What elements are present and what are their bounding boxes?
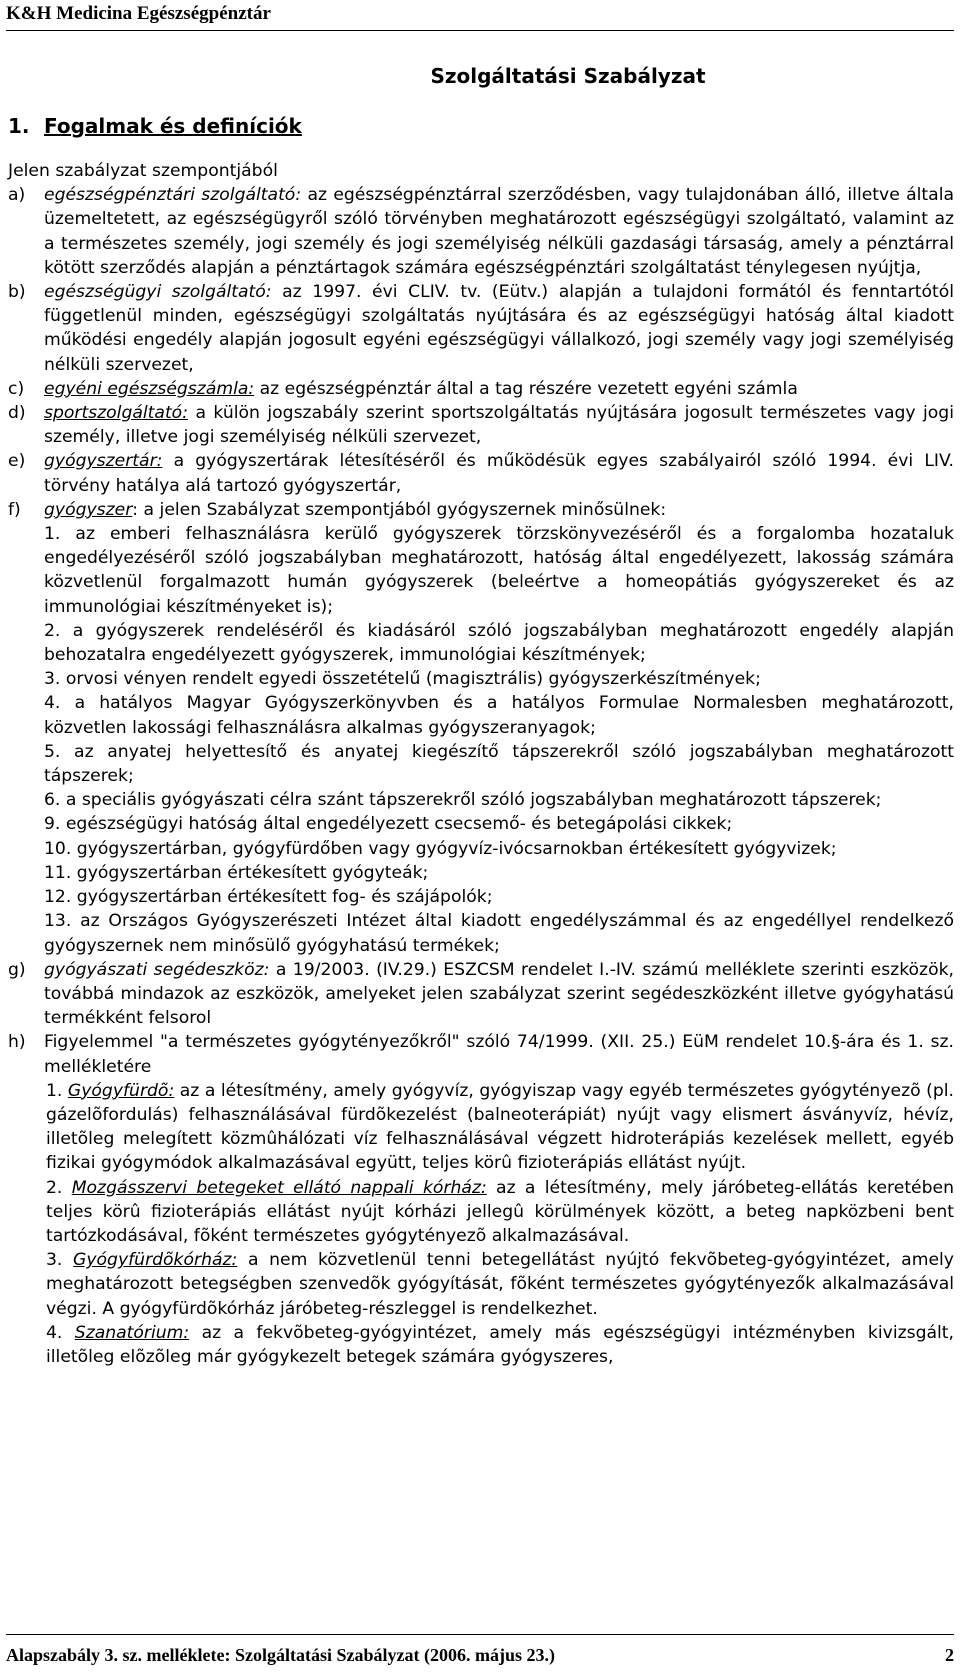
definition-b: b) egészségügyi szolgáltató: az 1997. évi CLIV. tv. (Eütv.) alapján a tulajdoni formától és fenntartótól függetlenül minden, egészségügyi szolgáltatás nyújtására és az egészségügyi hatóság által kiadott működési engedély alapján jogosult egyéni egészségügyi vállalkozó, jogi személy vagy jogi személyiség nélküli szervezet,	[8, 282, 954, 375]
list-item: 10. gyógyszertárban, gyógyfürdőben vagy gyógyvíz-ivócsarnokban értékesített gyógyvizek;	[44, 838, 837, 859]
list-item: 4. Szanatórium: az a fekvõbeteg-gyógyintézet, amely más egészségügyi intézményben kivizsgált, illetõleg elõzõleg már gyógykezelt betegek számára gyógyszeres,	[46, 1322, 954, 1367]
list-item: 1. az emberi felhasználásra kerülő gyógyszerek törzskönyvezéséről és a forgalomba hozataluk engedélyezéséről szóló jogszabályban meghatározott, hatóság által engedélyezett, lakosság számára közvetlenül forgalmazott humán gyógyszerek (beleértve a homeopátiás gyógyszereket és az immunológiai készítményeket is);	[44, 524, 954, 617]
footer-text: Alapszabály 3. sz. melléklete: Szolgáltatási Szabályzat (2006. május 23.)	[6, 1645, 555, 1665]
list-item: 3. Gyógyfürdõkórház: a nem közvetlenül tenni betegellátást nyújtó fekvõbeteg-gyógyintézet, amely meghatározott betegségben szenvedõk gyógyítását, fõként természetes gyógytényezők alkalmazásával végzi. A gyógyfürdõkórház járóbeteg-részleggel is rendelkezhet.	[46, 1250, 954, 1319]
section-title: Fogalmak és definíciók	[44, 114, 302, 138]
definition-g: g) gyógyászati segédeszköz: a 19/2003. (IV.29.) ESZCSM rendelet I.-IV. számú melléklete szerinti eszközök, továbbá mindazok az eszközök, amelyeket jelen szabályzat szerint segédeszközként illetve gyógyhatású termékként felsorol	[8, 959, 955, 1029]
list-item: 2. a gyógyszerek rendeléséről és kiadásáról szóló jogszabályban meghatározott engedély alapján behozatalra engedélyezett gyógyszerek, immunológiai készítmények;	[44, 620, 954, 666]
term: gyógyászati segédeszköz:	[44, 959, 270, 980]
list-item: 12. gyógyszertárban értékesített fog- és szájápolók;	[44, 887, 493, 908]
definition-e: e) gyógyszertár: a gyógyszertárak létesítéséről és működésük egyes szabályairól szóló 1994. évi LIV. törvény hatálya alá tartozó gyógyszertár,	[8, 451, 954, 496]
list-item: 1. Gyógyfürdõ: az a létesítmény, amely gyógyvíz, gyógyiszap vagy egyéb természetes gyógytényezõ (pl. gázelõfordulás) felhasználásával fürdõkezelést (balneoterápiát) nyújt vagy elismert ásványvíz, hévíz, illetõleg melegített közmûhálózati víz felhasználásával végzett hidroterápiás kezelések mellett, egyéb fizikai gyógymódok alkalmazásával együtt, teljes körû fizioterápiás ellátást nyújt.	[46, 1080, 954, 1174]
list-item: 5. az anyatej helyettesítő és anyatej kiegészítő tápszerekről szóló jogszabályban meghatározott tápszerek;	[44, 741, 954, 787]
list-item: 9. egészségügyi hatóság által engedélyezett csecsemő- és betegápolási cikkek;	[44, 814, 733, 835]
page-number: 2	[945, 1645, 954, 1665]
list-item: 3. orvosi vényen rendelt egyedi összetételű (magisztrális) gyógyszerkészítmények;	[44, 669, 761, 690]
term: sportszolgáltató:	[44, 403, 188, 424]
list-item: 4. a hatályos Magyar Gyógyszerkönyvben és a hatályos Formulae Normalesben meghatározott, közvetlen lakossági felhasználásra alkalmas gyógyszeranyagok;	[44, 693, 954, 738]
term: gyógyszer	[44, 499, 133, 520]
document-body	[8, 159, 954, 1369]
definition-f: f) gyógyszer: a jelen Szabályzat szempontjából gyógyszernek minősülnek: 1. az emberi felhasználásra kerülő gyógyszerek törzskönyvezéséről és a forgalomba hozataluk engedélyezéséről szóló jogszabályban meghatározott, hatóság által engedélyezett, lakosság számára közvetlenül forgalmazott humán gyógyszerek (beleértve a homeopátiás gyógyszereket és az immunológiai készítményeket is); 2. a gyógyszerek rendeléséről és kiadásáról szóló jogszabályban meghatározott engedély alapján behozatalra engedélyezett gyógyszerek, immunológiai készítmények; 3. orvosi vényen rendelt egyedi összetételű (magisztrális) gyógyszerkészítmények; 4. a hatályos Magyar Gyógyszerkönyvben és a hatályos Formulae Normalesben meghatározott, közvetlen lakossági felhasználásra alkalmas gyógyszeranyagok; 5. az anyatej helyettesítő és anyatej kiegészítő tápszerekről szóló jogszabályban meghatározott tápszerek; 6. a speciális gyógyászati célra szánt tápszerekről szóló jogszabályban meghatározott tápszerek; 9. egészségügyi hatóság által engedélyezett csecsemő- és betegápolási cikkek; 10. gyógyszertárban, gyógyfürdőben vagy gyógyvíz-ivócsarnokban értékesített gyógyvizek; 11. gyógyszertárban értékesített gyógyteák; 12. gyógyszertárban értékesített fog- és szájápolók; 13. az Országos Gyógyszerészeti Intézet által kiadott engedélyszámmal és az engedéllyel rendelkező gyógyszernek nem minősülő gyógyhatású termékek;	[8, 498, 954, 958]
section-number: 1.	[8, 114, 30, 138]
definition-d: d) sportszolgáltató: a külön jogszabály szerint sportszolgáltatás nyújtására jogosult természetes vagy jogi személy, illetve jogi személyiség nélküli szervezet,	[8, 403, 954, 448]
page-footer	[6, 1634, 954, 1675]
term: egyéni egészségszámla:	[44, 378, 255, 399]
page-header	[6, 0, 954, 31]
intro-text: Jelen szabályzat szempontjából	[8, 161, 278, 181]
list-item: 13. az Országos Gyógyszerészeti Intézet által kiadott engedélyszámmal és az engedéllyel rendelkező gyógyszernek nem minősülő gyógyhatású termékek;	[44, 911, 954, 956]
list-item: 6. a speciális gyógyászati célra szánt tápszerekről szóló jogszabályban meghatározott tápszerek;	[44, 790, 882, 811]
term: gyógyszertár:	[44, 451, 163, 472]
definition-a: a) egészségpénztári szolgáltató: az egészségpénztárral szerződésben, vagy tulajdonában álló, illetve általa üzemeltetett, az egészségügyről szóló törvényben meghatározott egészségügyi szolgáltató, valamint az a természetes személy, jogi személy és jogi személyiség nélküli gazdasági társaság, amely a pénztárral kötött szerződés alapján a pénztártagok számára egészségpénztári szolgáltatást ténylegesen nyújtja,	[8, 185, 954, 278]
list-item: 2. Mozgásszervi betegeket ellátó nappali kórház: az a létesítmény, mely járóbeteg-ellátás keretében teljes körû fizioterápiás ellátást nyújt kórházi jellegû körülmények között, a beteg napközbeni bent tartózkodásával, fõként természetes gyógytényezõ alkalmazásával.	[46, 1177, 955, 1246]
definition-h: h) Figyelemmel "a természetes gyógytényezőkről" szóló 74/1999. (XII. 25.) EüM rendelet 10.§-ára és 1. sz. mellékletére	[8, 1032, 954, 1077]
definition-c: c) egyéni egészségszámla: az egészségpénztár által a tag részére vezetett egyéni számla	[8, 378, 798, 399]
header-title: K&H Medicina Egészségpénztár	[6, 3, 271, 24]
section-heading	[8, 114, 302, 138]
list-item: 11. gyógyszertárban értékesített gyógyteák;	[44, 862, 429, 883]
document-title: Szolgáltatási Szabályzat	[430, 64, 706, 88]
term: egészségpénztári szolgáltató:	[44, 185, 302, 206]
term: egészségügyi szolgáltató:	[44, 282, 272, 303]
